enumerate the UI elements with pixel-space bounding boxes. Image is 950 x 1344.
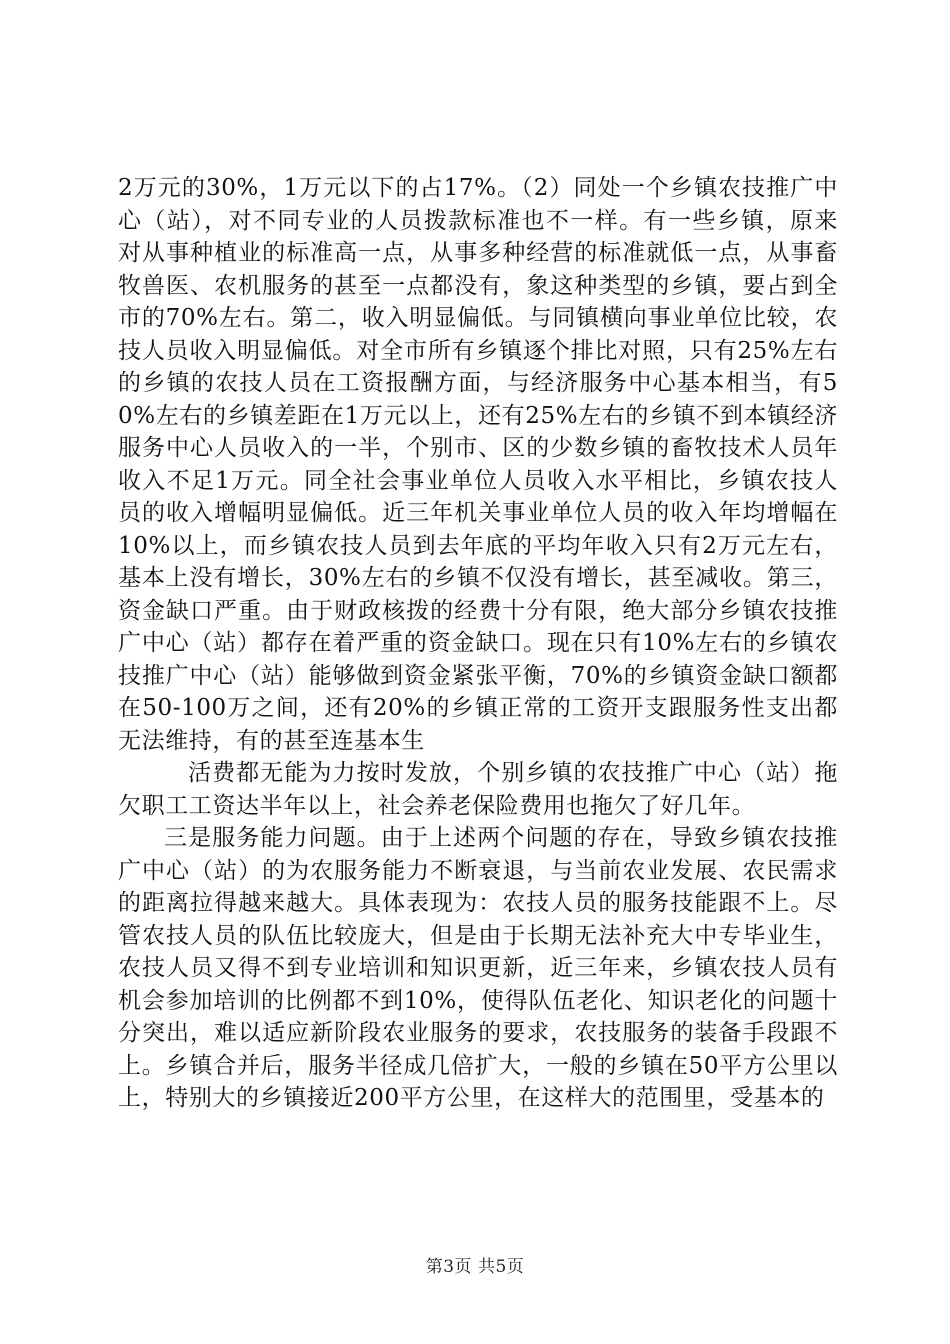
paragraph-living-expenses: 活费都无能为力按时发放，个别乡镇的农技推广中心（站）拖欠职工工资达半年以上，社会养老保险费用也拖欠了好几年。 (118, 760, 838, 819)
paragraph-income-standards: 2万元的30%，1万元以下的占17%。（2）同处一个乡镇农技推广中心（站），对不同专业的人员拨款标准也不一样。有一些乡镇，原来对从事种植业的标准高一点，从事多种经营的标准就低一点，从事畜牧兽医、农机服务的甚至一点都没有，象这种类型的乡镇，要占到全市的70%左右。第二，收入明显偏低。与同镇横向事业单位比较，农技人员收入明显偏低。对全市所有乡镇逐个排比对照，只有25%左右的乡镇的农技人员在工资报酬方面，与经济服务中心基本相当，有50%左右的乡镇差距在1万元以上，还有25%左右的乡镇不到本镇经济服务中心人员收入的一半，个别市、区的少数乡镇的畜牧技术人员年收入不足1万元。同全社会事业单位人员收入水平相比，乡镇农技人员的收入增幅明显偏低。近三年机关事业单位人员的收入年均增幅在10%以上，而乡镇农技人员到去年底的平均年收入只有2万元左右，基本上没有增长，30%左右的乡镇不仅没有增长，甚至减收。第三，资金缺口严重。由于财政核拨的经费十分有限，绝大部分乡镇农技推广中心（站）都存在着严重的资金缺口。现在只有10%左右的乡镇农技推广中心（站）能够做到资金紧张平衡，70%的乡镇资金缺口额都在50-100万之间，还有20%的乡镇正常的工资开支跟服务性支出都无法维持，有的甚至连基本生 (118, 175, 838, 754)
document-body (118, 172, 838, 1115)
page-footer: 第3页 共5页 (425, 1257, 525, 1277)
paragraph-service-capacity: 三是服务能力问题。由于上述两个问题的存在，导致乡镇农技推广中心（站）的为农服务能力不断衰退，与当前农业发展、农民需求的距离拉得越来越大。具体表现为：农技人员的服务技能跟不上。尽管农技人员的队伍比较庞大，但是由于长期无法补充大中专毕业生，农技人员又得不到专业培训和知识更新，近三年来，乡镇农技人员有机会参加培训的比例都不到10%，使得队伍老化、知识老化的问题十分突出，难以适应新阶段农业服务的要求，农技服务的装备手段跟不上。乡镇合并后，服务半径成几倍扩大，一般的乡镇在50平方公里以上，特别大的乡镇接近200平方公里，在这样大的范围里，受基本的 (118, 825, 838, 1111)
